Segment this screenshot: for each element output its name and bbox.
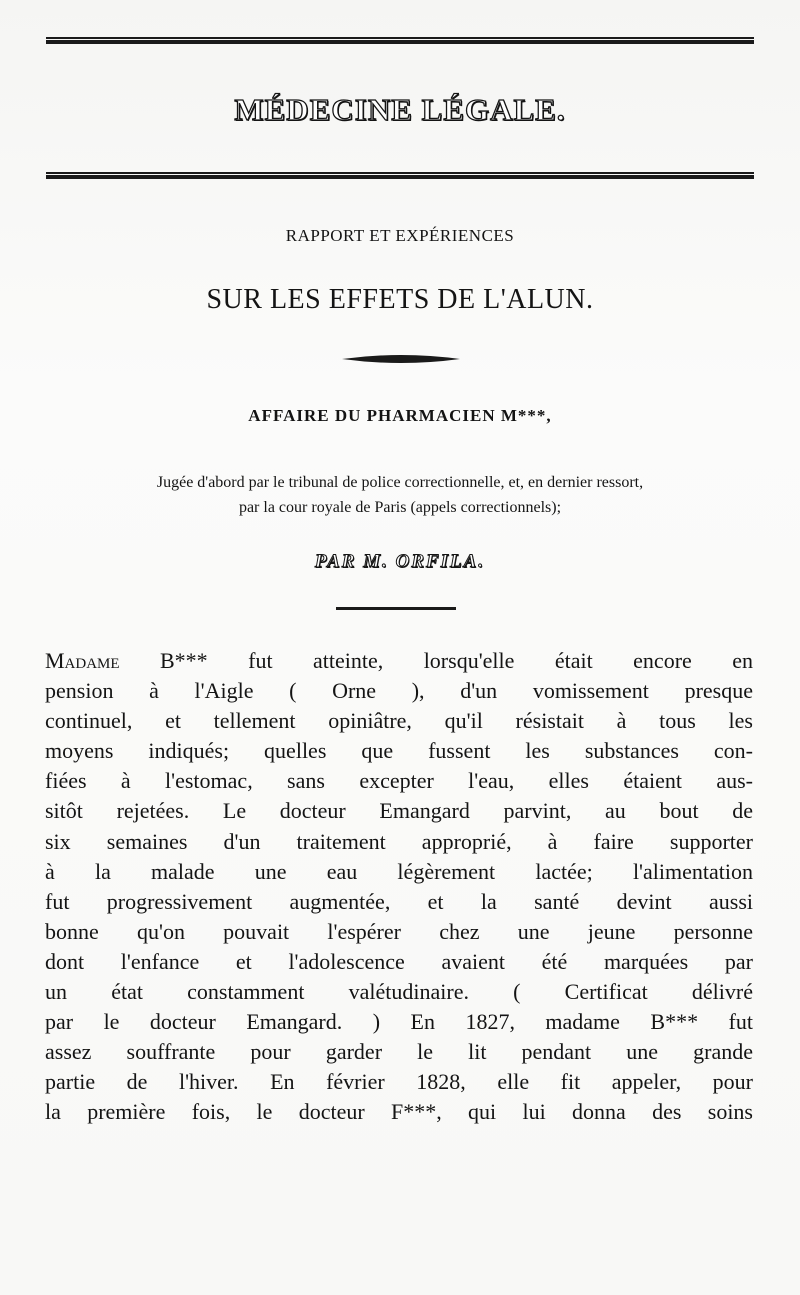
body-line: Madame B*** fut atteinte, lorsqu'elle était encore en bbox=[45, 648, 753, 673]
body-line: pension à l'Aigle ( Orne ), d'un vomissement presque bbox=[45, 678, 753, 704]
top-double-rule bbox=[46, 37, 754, 44]
body-line: dont l'enfance et l'adolescence avaient été marquées par bbox=[45, 948, 753, 974]
body-line: un état constamment valétudinaire. ( Certificat délivré bbox=[45, 979, 753, 1005]
judgment-note-line: par la cour royale de Paris (appels correctionnels); bbox=[238, 499, 562, 516]
body-line: continuel, et tellement opiniâtre, qu'il résistait à tous les bbox=[45, 708, 753, 734]
ornament-divider-icon bbox=[340, 352, 462, 366]
subtitle: RAPPORT ET EXPÉRIENCES bbox=[285, 226, 515, 245]
body-line: partie de l'hiver. En février 1828, elle fit appeler, pour bbox=[45, 1069, 753, 1095]
section-title: MÉDECINE LÉGALE. bbox=[234, 92, 566, 127]
short-rule bbox=[336, 607, 456, 610]
body-text bbox=[45, 646, 753, 1128]
bottom-double-rule bbox=[46, 172, 754, 179]
drop-word: Madame bbox=[45, 648, 120, 673]
body-line: par le docteur Emangard. ) En 1827, madame B*** fut bbox=[45, 1009, 753, 1035]
judgment-note-line: Jugée d'abord par le tribunal de police correctionnelle, et, en dernier ressort, bbox=[156, 474, 644, 491]
body-line: assez souffrante pour garder le lit pendant une grande bbox=[45, 1039, 753, 1065]
body-line: moyens indiqués; quelles que fussent les substances con- bbox=[45, 738, 753, 764]
judgment-note bbox=[0, 470, 800, 520]
body-line: fiées à l'estomac, sans excepter l'eau, elles étaient aus- bbox=[45, 768, 753, 794]
body-line: à la malade une eau légèrement lactée; l'alimentation bbox=[45, 858, 753, 884]
author-line: PAR M. ORFILA. bbox=[314, 551, 486, 572]
case-heading: AFFAIRE DU PHARMACIEN M***, bbox=[248, 406, 552, 425]
body-line: sitôt rejetées. Le docteur Emangard parvint, au bout de bbox=[45, 798, 753, 824]
body-line: la première fois, le docteur F***, qui lui donna des soins bbox=[45, 1099, 753, 1125]
body-line: six semaines d'un traitement approprié, à faire supporter bbox=[45, 828, 753, 854]
body-line: fut progressivement augmentée, et la santé devint aussi bbox=[45, 888, 753, 914]
body-line: bonne qu'on pouvait l'espérer chez une jeune personne bbox=[45, 918, 753, 944]
article-title: SUR LES EFFETS DE L'ALUN. bbox=[206, 284, 594, 315]
